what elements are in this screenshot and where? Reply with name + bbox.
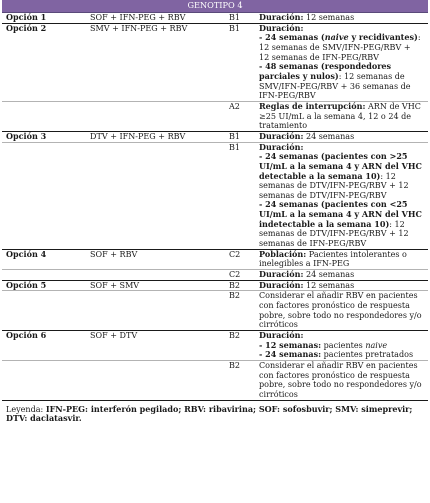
description-text: - 24 semanas (pacientes con <25 UI/mL a la semana 4 y ARN del VHC indetectable a la semana 10) xyxy=(259,199,422,229)
option-cell: Opción 5 xyxy=(2,280,88,291)
table-row xyxy=(2,341,428,351)
description-text: Duración: xyxy=(259,12,304,22)
description-cell xyxy=(256,152,428,200)
option-cell: Opción 1 xyxy=(2,13,88,24)
description-text: 24 semanas xyxy=(303,131,355,141)
evidence-cell: B2 xyxy=(225,291,256,331)
table-row xyxy=(2,249,428,269)
description-cell xyxy=(256,101,428,131)
description-text: pacientes pretratados xyxy=(321,350,414,360)
treatment-cell xyxy=(88,291,225,331)
treatment-cell xyxy=(88,101,225,131)
treatment-cell: SOF + SMV xyxy=(88,280,225,291)
description-text: pacientes xyxy=(321,340,366,350)
evidence-cell: C2 xyxy=(225,270,256,281)
description-text: Duración: xyxy=(259,141,304,152)
description-text: : 12 semanas de DTV/IFN-PEG/RBV + 12 semanas de IFN-PEG/RBV xyxy=(259,219,409,249)
evidence-cell: B2 xyxy=(225,280,256,291)
document xyxy=(2,0,428,424)
option-cell xyxy=(2,200,88,249)
option-cell xyxy=(2,360,88,400)
option-cell xyxy=(2,341,88,351)
description-text: ARN de VHC ≥25 UI/mL a la semana 4, 12 o 24 de tratamiento xyxy=(259,101,421,131)
description-cell xyxy=(256,280,428,291)
evidence-cell: B2 xyxy=(225,360,256,400)
description-text: Duración: xyxy=(259,330,304,340)
description-text: Población: xyxy=(259,248,307,259)
description-text: Reglas de interrupción: xyxy=(259,100,366,111)
description-text: Duración: xyxy=(259,22,304,33)
description-cell xyxy=(256,131,428,142)
description-cell xyxy=(256,350,428,360)
option-cell: Opción 2 xyxy=(2,23,88,33)
evidence-cell xyxy=(225,350,256,360)
table-row xyxy=(2,152,428,200)
description-text: Pacientes intolerantes o inelegibles a IFN-PEG xyxy=(259,249,407,269)
evidence-cell: B2 xyxy=(225,331,256,341)
evidence-cell xyxy=(225,33,256,62)
option-cell xyxy=(2,142,88,152)
treatment-cell xyxy=(88,152,225,200)
treatment-cell xyxy=(88,62,225,101)
table-title: GENOTIPO 4 xyxy=(2,0,428,13)
table-row xyxy=(2,360,428,400)
description-cell xyxy=(256,62,428,101)
description-text: - 24 semanas ( xyxy=(259,32,325,43)
table-body xyxy=(2,13,428,401)
treatment-cell: SOF + IFN-PEG + RBV xyxy=(88,13,225,24)
description-text: - 12 semanas: xyxy=(259,339,322,350)
table-row xyxy=(2,270,428,281)
option-cell: Opción 6 xyxy=(2,331,88,341)
table-row xyxy=(2,200,428,249)
evidence-cell: B1 xyxy=(225,131,256,142)
description-cell xyxy=(256,270,428,281)
option-cell xyxy=(2,291,88,331)
table-row xyxy=(2,331,428,341)
evidence-cell xyxy=(225,152,256,200)
treatment-cell: DTV + IFN-PEG + RBV xyxy=(88,131,225,142)
table-header xyxy=(2,0,428,13)
description-text: 12 semanas xyxy=(303,280,355,290)
description-text: 12 semanas xyxy=(303,13,355,22)
treatment-cell xyxy=(88,33,225,62)
table-row xyxy=(2,291,428,331)
legend-label: Leyenda: xyxy=(6,404,46,414)
option-cell xyxy=(2,152,88,200)
table-row xyxy=(2,62,428,101)
description-text: Considerar el añadir RBV en pacientes con factores pronóstico de respuesta pobre, sobre todo no respondedores y/o cirróticos xyxy=(259,360,422,399)
description-text: : 12 semanas de SMV/IFN-PEG/RBV + 36 semanas de IFN-PEG/RBV xyxy=(259,71,411,101)
description-text: 24 semanas xyxy=(303,270,355,280)
treatment-cell xyxy=(88,360,225,400)
description-text: naive xyxy=(324,32,349,43)
evidence-cell: B1 xyxy=(225,23,256,33)
table-row xyxy=(2,101,428,131)
evidence-cell: A2 xyxy=(225,101,256,131)
legend-text: IFN-PEG: interferón pegilado; RBV: ribavirina; SOF: sofosbuvir; SMV: simeprevir; DTV: daclatasvir. xyxy=(6,403,413,424)
description-text: Duración: xyxy=(259,130,304,141)
treatment-cell xyxy=(88,142,225,152)
option-cell: Opción 3 xyxy=(2,131,88,142)
description-cell xyxy=(256,291,428,331)
description-text: : 12 semanas de SMV/IFN-PEG/RBV + 12 semanas de IFN-PEG/RBV xyxy=(259,33,421,62)
evidence-cell: C2 xyxy=(225,249,256,269)
option-cell xyxy=(2,33,88,62)
treatment-cell: SOF + RBV xyxy=(88,249,225,269)
description-text: Duración: xyxy=(259,269,304,280)
treatment-cell xyxy=(88,341,225,351)
treatment-cell xyxy=(88,200,225,249)
description-text: - 24 semanas: xyxy=(259,349,322,360)
genotype-4-table xyxy=(2,0,428,401)
description-text: Duración: xyxy=(259,279,304,290)
treatment-cell: SOF + DTV xyxy=(88,331,225,341)
description-cell xyxy=(256,249,428,269)
description-cell xyxy=(256,200,428,249)
treatment-cell xyxy=(88,270,225,281)
evidence-cell: B1 xyxy=(225,13,256,24)
evidence-cell: B1 xyxy=(225,142,256,152)
table-row xyxy=(2,350,428,360)
description-text: Considerar el añadir RBV en pacientes con factores pronóstico de respuesta pobre, sobre todo no respondedores y/o cirróticos xyxy=(259,291,422,330)
evidence-cell xyxy=(225,200,256,249)
description-text: - 24 semanas (pacientes con >25 UI/mL a la semana 4 y ARN del VHC detectable a la semana 10) xyxy=(259,151,422,181)
description-text: naive xyxy=(365,340,388,350)
evidence-cell xyxy=(225,341,256,351)
treatment-cell: SMV + IFN-PEG + RBV xyxy=(88,23,225,33)
description-cell xyxy=(256,13,428,24)
description-cell xyxy=(256,33,428,62)
option-cell xyxy=(2,270,88,281)
description-text: - 48 semanas (respondedores parciales y nulos) xyxy=(259,61,392,81)
evidence-cell xyxy=(225,62,256,101)
description-text: y recidivantes) xyxy=(348,32,418,43)
option-cell: Opción 4 xyxy=(2,249,88,269)
option-cell xyxy=(2,101,88,131)
table-row xyxy=(2,131,428,142)
description-text: : 12 semanas de DTV/IFN-PEG/RBV + 12 semanas de DTV/IFN-PEG/RBV xyxy=(259,171,409,200)
option-cell xyxy=(2,62,88,101)
table-row xyxy=(2,13,428,24)
table-row xyxy=(2,280,428,291)
table-row xyxy=(2,33,428,62)
treatment-cell xyxy=(88,350,225,360)
option-cell xyxy=(2,350,88,360)
description-cell xyxy=(256,360,428,400)
legend xyxy=(2,401,428,424)
